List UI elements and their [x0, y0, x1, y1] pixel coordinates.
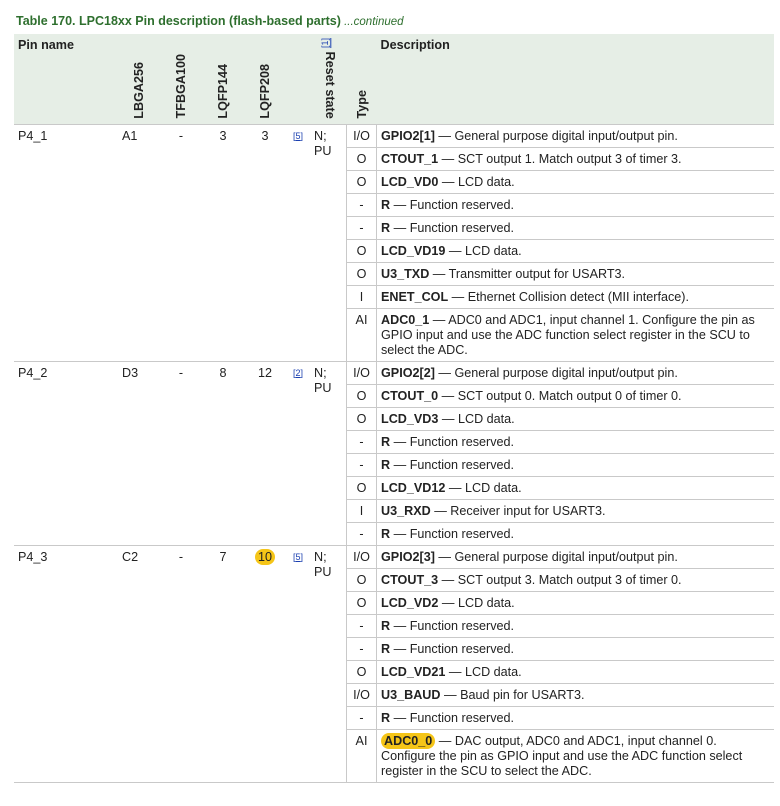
function-type: - — [347, 706, 377, 729]
function-text: — Function reserved. — [390, 710, 514, 725]
function-type: O — [347, 476, 377, 499]
ref-link[interactable]: [5] — [286, 545, 310, 782]
pin-description-table — [14, 34, 774, 783]
header-row — [14, 34, 774, 124]
function-description — [377, 522, 775, 545]
function-description — [377, 361, 775, 384]
function-signal: CTOUT_3 — [381, 572, 439, 587]
function-description — [377, 193, 775, 216]
function-text: — Ethernet Collision detect (MII interface). — [448, 289, 689, 304]
lbga256-value: C2 — [118, 545, 160, 782]
function-text: — Function reserved. — [390, 641, 514, 656]
function-text: — LCD data. — [445, 480, 522, 495]
function-description — [377, 170, 775, 193]
function-signal: R — [381, 710, 391, 725]
table-caption — [16, 14, 404, 28]
header-tfbga100: TFBGA100 — [174, 54, 188, 119]
ref-link[interactable]: [5] — [286, 124, 310, 361]
function-type: O — [347, 262, 377, 285]
function-text: — Function reserved. — [390, 457, 514, 472]
function-description — [377, 308, 775, 361]
pin-name: P4_1 — [14, 124, 118, 361]
lbga256-value: D3 — [118, 361, 160, 545]
function-type: I/O — [347, 361, 377, 384]
table-title: Table 170. LPC18xx Pin description (flash-based parts) — [16, 14, 341, 28]
pin-name: P4_3 — [14, 545, 118, 782]
function-type: - — [347, 216, 377, 239]
function-signal: CTOUT_1 — [381, 151, 439, 166]
function-type: I/O — [347, 124, 377, 147]
function-type: O — [347, 239, 377, 262]
function-text: — LCD data. — [445, 664, 522, 679]
lqfp208-value — [244, 545, 286, 782]
function-type: - — [347, 193, 377, 216]
function-description — [377, 591, 775, 614]
function-signal: GPIO2[3] — [381, 549, 435, 564]
function-description — [377, 476, 775, 499]
function-signal: CTOUT_0 — [381, 388, 439, 403]
tfbga100-value: - — [160, 545, 202, 782]
header-pin-name: Pin name — [18, 38, 74, 52]
function-signal: ADC0_1 — [381, 312, 430, 327]
function-text: — General purpose digital input/output pin. — [434, 549, 678, 564]
function-description — [377, 147, 775, 170]
function-description — [377, 660, 775, 683]
lqfp144-value: 3 — [202, 124, 244, 361]
function-signal: R — [381, 641, 391, 656]
function-text: — Function reserved. — [390, 434, 514, 449]
function-type: I — [347, 499, 377, 522]
function-signal: R — [381, 434, 391, 449]
function-text: — LCD data. — [438, 411, 515, 426]
function-text: — Function reserved. — [390, 220, 514, 235]
function-signal: R — [381, 618, 391, 633]
function-description — [377, 453, 775, 476]
function-text: — Function reserved. — [390, 197, 514, 212]
function-description — [377, 568, 775, 591]
function-description — [377, 285, 775, 308]
function-type: O — [347, 384, 377, 407]
function-description — [377, 545, 775, 568]
reset-state: N; PU — [310, 361, 347, 545]
function-text: — Function reserved. — [390, 526, 514, 541]
header-ref — [286, 34, 310, 124]
function-signal: U3_BAUD — [381, 687, 441, 702]
function-text: — Receiver input for USART3. — [430, 503, 606, 518]
function-signal: LCD_VD2 — [381, 595, 439, 610]
function-type: I — [347, 285, 377, 308]
function-signal: ADC0_0 — [381, 733, 435, 749]
function-description — [377, 384, 775, 407]
highlight-mark: 10 — [255, 549, 275, 565]
function-text: — DAC output, ADC0 and ADC1, input channel 0. Configure the pin as GPIO input and use the ADC function select register in the SCU to select the ADC. — [381, 733, 743, 778]
function-text: — ADC0 and ADC1, input channel 1. Configure the pin as GPIO input and use the ADC function select register in the SCU to select the ADC. — [381, 312, 755, 357]
pin-name: P4_2 — [14, 361, 118, 545]
function-signal: GPIO2[2] — [381, 365, 435, 380]
table-row — [14, 124, 774, 147]
function-description — [377, 216, 775, 239]
reset-state: N; PU — [310, 545, 347, 782]
function-signal: R — [381, 526, 391, 541]
function-type: - — [347, 614, 377, 637]
function-text: — SCT output 1. Match output 3 of timer 3. — [438, 151, 682, 166]
function-text: — General purpose digital input/output pin. — [434, 128, 678, 143]
tfbga100-value: - — [160, 124, 202, 361]
reset-footnote-link[interactable]: [1] — [319, 38, 330, 49]
function-description — [377, 729, 775, 782]
function-signal: ENET_COL — [381, 289, 449, 304]
function-description — [377, 262, 775, 285]
header-reset-state: Reset state [1] — [319, 38, 337, 119]
function-description — [377, 614, 775, 637]
function-text: — LCD data. — [438, 595, 515, 610]
function-type: AI — [347, 308, 377, 361]
header-lqfp208: LQFP208 — [258, 64, 272, 119]
function-signal: LCD_VD19 — [381, 243, 446, 258]
lqfp208-value: 12 — [244, 361, 286, 545]
function-description — [377, 430, 775, 453]
function-signal: U3_RXD — [381, 503, 431, 518]
function-signal: R — [381, 457, 391, 472]
function-text: — Baud pin for USART3. — [440, 687, 585, 702]
function-text: — SCT output 0. Match output 0 of timer 0. — [438, 388, 682, 403]
lqfp144-value: 8 — [202, 361, 244, 545]
function-type: I/O — [347, 545, 377, 568]
function-text: — Transmitter output for USART3. — [429, 266, 626, 281]
function-text: — LCD data. — [438, 174, 515, 189]
function-type: O — [347, 591, 377, 614]
function-signal: LCD_VD0 — [381, 174, 439, 189]
function-type: - — [347, 453, 377, 476]
lbga256-value: A1 — [118, 124, 160, 361]
table-row — [14, 361, 774, 384]
function-description — [377, 683, 775, 706]
table-continued: ...continued — [340, 16, 404, 28]
function-description — [377, 499, 775, 522]
function-description — [377, 124, 775, 147]
function-signal: LCD_VD21 — [381, 664, 446, 679]
function-type: AI — [347, 729, 377, 782]
function-type: O — [347, 568, 377, 591]
header-lbga256: LBGA256 — [132, 62, 146, 119]
lqfp208-value: 3 — [244, 124, 286, 361]
function-text: — SCT output 3. Match output 3 of timer 0. — [438, 572, 682, 587]
header-description: Description — [380, 38, 450, 52]
function-signal: LCD_VD3 — [381, 411, 439, 426]
function-description — [377, 706, 775, 729]
function-type: I/O — [347, 683, 377, 706]
function-signal: U3_TXD — [381, 266, 430, 281]
lqfp144-value: 7 — [202, 545, 244, 782]
function-description — [377, 239, 775, 262]
function-signal: LCD_VD12 — [381, 480, 446, 495]
function-type: O — [347, 170, 377, 193]
header-type: Type — [354, 90, 369, 119]
function-text: — LCD data. — [445, 243, 522, 258]
header-lqfp144: LQFP144 — [216, 64, 230, 119]
function-text: — General purpose digital input/output pin. — [434, 365, 678, 380]
function-type: - — [347, 522, 377, 545]
function-signal: GPIO2[1] — [381, 128, 435, 143]
tfbga100-value: - — [160, 361, 202, 545]
function-type: - — [347, 637, 377, 660]
function-type: O — [347, 660, 377, 683]
table-row — [14, 545, 774, 568]
function-description — [377, 407, 775, 430]
function-text: — Function reserved. — [390, 618, 514, 633]
function-type: O — [347, 147, 377, 170]
function-description — [377, 637, 775, 660]
ref-link[interactable]: [2] — [286, 361, 310, 545]
function-signal: R — [381, 220, 391, 235]
function-signal: R — [381, 197, 391, 212]
function-type: O — [347, 407, 377, 430]
function-type: - — [347, 430, 377, 453]
reset-state: N; PU — [310, 124, 347, 361]
